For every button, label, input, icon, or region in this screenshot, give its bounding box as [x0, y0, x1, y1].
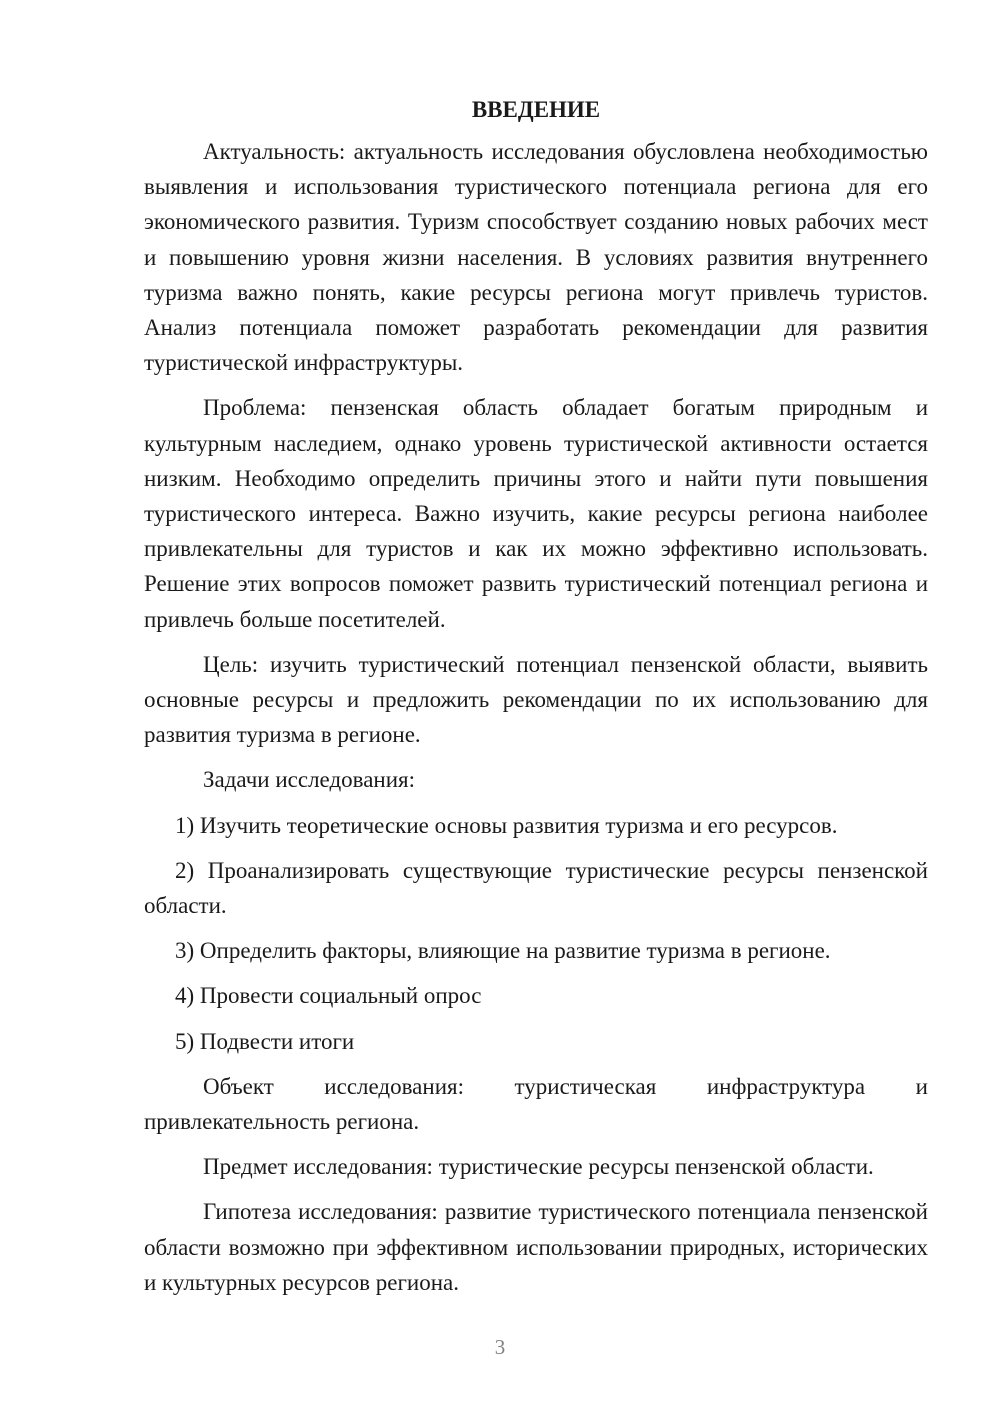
page-number: 3: [494, 1335, 506, 1359]
task-item-3: 3) Определить факторы, влияющие на развитие туризма в регионе.: [175, 938, 831, 964]
task-item-5: 5) Подвести итоги: [175, 1028, 355, 1054]
task-item-4: 4) Провести социальный опрос: [175, 983, 482, 1009]
goal-paragraph: Цель: изучить туристический потенциал пензенской области, выявить основные ресурсы и предложить рекомендации по их использованию для развития туризма в регионе.: [144, 651, 928, 748]
object-paragraph: Объект исследования: туристическая инфраструктура и привлекательность региона.: [144, 1073, 928, 1135]
hypothesis-paragraph: Гипотеза исследования: развитие туристического потенциала пензенской области возможно при эффективном использовании природных, исторических и культурных ресурсов региона.: [144, 1199, 928, 1295]
problem-paragraph: Проблема: пензенская область обладает богатым природным и культурным наследием, однако уровень туристической активности остается низким. Необходимо определить причины этого и найти пути повышения туристического интереса. Важно изучить, какие ресурсы региона наиболее привлекательны для туристов и как их можно эффективно использовать. Решение этих вопросов поможет развить туристический потенциал региона и привлечь больше посетителей.: [144, 395, 928, 632]
document-body: [144, 92, 928, 1310]
subject-paragraph: Предмет исследования: туристические ресурсы пензенской области.: [203, 1154, 874, 1180]
task-item-1: 1) Изучить теоретические основы развития туризма и его ресурсов.: [175, 812, 838, 838]
task-item-2: 2) Проанализировать существующие туристические ресурсы пензенской области.: [144, 857, 928, 919]
relevance-paragraph: Актуальность: актуальность исследования обусловлена необходимостью выявления и использования туристического потенциала региона для его экономического развития. Туризм способствует созданию новых рабочих мест и повышению уровня жизни населения. В условиях развития внутреннего туризма важно понять, какие ресурсы региона могут привлечь туристов. Анализ потенциала поможет разработать рекомендации для развития туристической инфраструктуры.: [144, 139, 928, 376]
section-title: ВВЕДЕНИЕ: [471, 97, 601, 122]
tasks-heading: Задачи исследования:: [203, 767, 416, 793]
